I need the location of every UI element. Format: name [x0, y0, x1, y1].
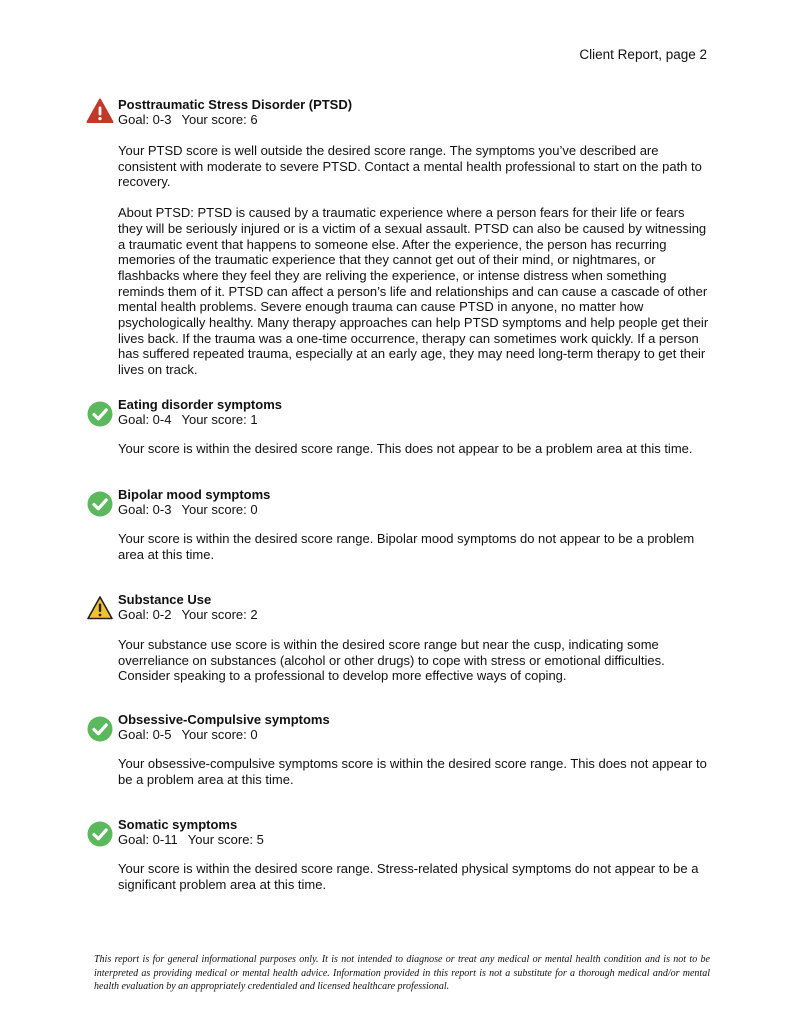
goal-range: Goal: 0-3	[118, 112, 172, 127]
section-title: Obsessive-Compulsive symptoms	[118, 712, 330, 727]
check-circle-icon	[86, 400, 114, 428]
goal-range: Goal: 0-4	[118, 412, 172, 427]
section-paragraph: Your score is within the desired score range. Stress-related physical symptoms do not appear to be a significant problem area at this time.	[118, 861, 699, 892]
section-goal-score	[118, 112, 710, 127]
section-title: Somatic symptoms	[118, 817, 238, 832]
section-paragraph: Your substance use score is within the desired score range but near the cusp, indicating some overreliance on substances (alcohol or other drugs) to cope with stress or emotional difficulties. Consider speaking to a professional to develop more effective ways of coping.	[118, 637, 665, 684]
section-goal-score	[118, 607, 710, 622]
page-header: Client Report, page 2	[579, 47, 707, 62]
section-substance-use	[86, 592, 710, 684]
section-somatic	[86, 817, 710, 892]
your-score: Your score: 0	[181, 502, 258, 517]
section-bipolar	[86, 487, 710, 562]
your-score: Your score: 5	[187, 832, 264, 847]
your-score: Your score: 2	[181, 607, 258, 622]
section-obsessive-compulsive	[86, 712, 710, 787]
section-ptsd	[86, 97, 710, 378]
section-goal-score	[118, 832, 710, 847]
section-title: Eating disorder symptoms	[118, 397, 282, 412]
section-paragraph: Your score is within the desired score range. This does not appear to be a problem area at this time.	[118, 441, 693, 456]
footer-disclaimer: This report is for general informational purposes only. It is not intended to diagnose or treat any medical or mental health condition and is not to be interpreted as providing medical or mental health advice. Information provided in this report is not a substitute for a thorough medical and/or mental health evaluation by an appropriately credentialed and licensed healthcare professional.	[94, 954, 710, 992]
section-title: Substance Use	[118, 592, 212, 607]
your-score: Your score: 1	[181, 412, 258, 427]
section-eating-disorder	[86, 397, 710, 457]
section-title: Posttraumatic Stress Disorder (PTSD)	[118, 97, 353, 112]
check-circle-icon	[86, 490, 114, 518]
section-paragraph: Your PTSD score is well outside the desired score range. The symptoms you’ve described are consistent with moderate to severe PTSD. Contact a mental health professional to start on the path to recovery.	[118, 143, 702, 190]
section-title: Bipolar mood symptoms	[118, 487, 271, 502]
section-goal-score	[118, 727, 710, 742]
section-goal-score	[118, 412, 710, 427]
goal-range: Goal: 0-2	[118, 607, 172, 622]
section-paragraph: About PTSD: PTSD is caused by a traumatic experience where a person fears for their life or fears they will be seriously injured or is a victim of a sexual assault. PTSD can also be caused by witnessing a traumatic event that happens to someone else. After the experience, the person has recurring memories of the traumatic experience that they cannot get out of their mind, or nightmares, or flashbacks where they feel they are reliving the experience, or intense distress when something reminds them of it. PTSD can affect a person’s life and relationships and can cause a cascade of other mental health problems. Severe enough trauma can cause PTSD in anyone, no matter how psychologically healthy. Many therapy approaches can help PTSD symptoms and help people get their lives back. If the trauma was a one-time occurrence, therapy can sometimes work quickly. If a person has suffered repeated trauma, especially at an early age, they may need long-term therapy to get their lives on track.	[118, 205, 709, 378]
section-goal-score	[118, 502, 710, 517]
your-score: Your score: 0	[181, 727, 258, 742]
danger-triangle-icon	[86, 97, 114, 125]
warning-triangle-icon	[86, 594, 114, 622]
your-score: Your score: 6	[181, 112, 258, 127]
section-paragraph: Your obsessive-compulsive symptoms score is within the desired score range. This does not appear to be a problem area at this time.	[118, 756, 707, 787]
goal-range: Goal: 0-11	[118, 832, 178, 847]
check-circle-icon	[86, 820, 114, 848]
goal-range: Goal: 0-5	[118, 727, 172, 742]
check-circle-icon	[86, 715, 114, 743]
section-paragraph: Your score is within the desired score range. Bipolar mood symptoms do not appear to be a problem area at this time.	[118, 531, 695, 562]
goal-range: Goal: 0-3	[118, 502, 172, 517]
